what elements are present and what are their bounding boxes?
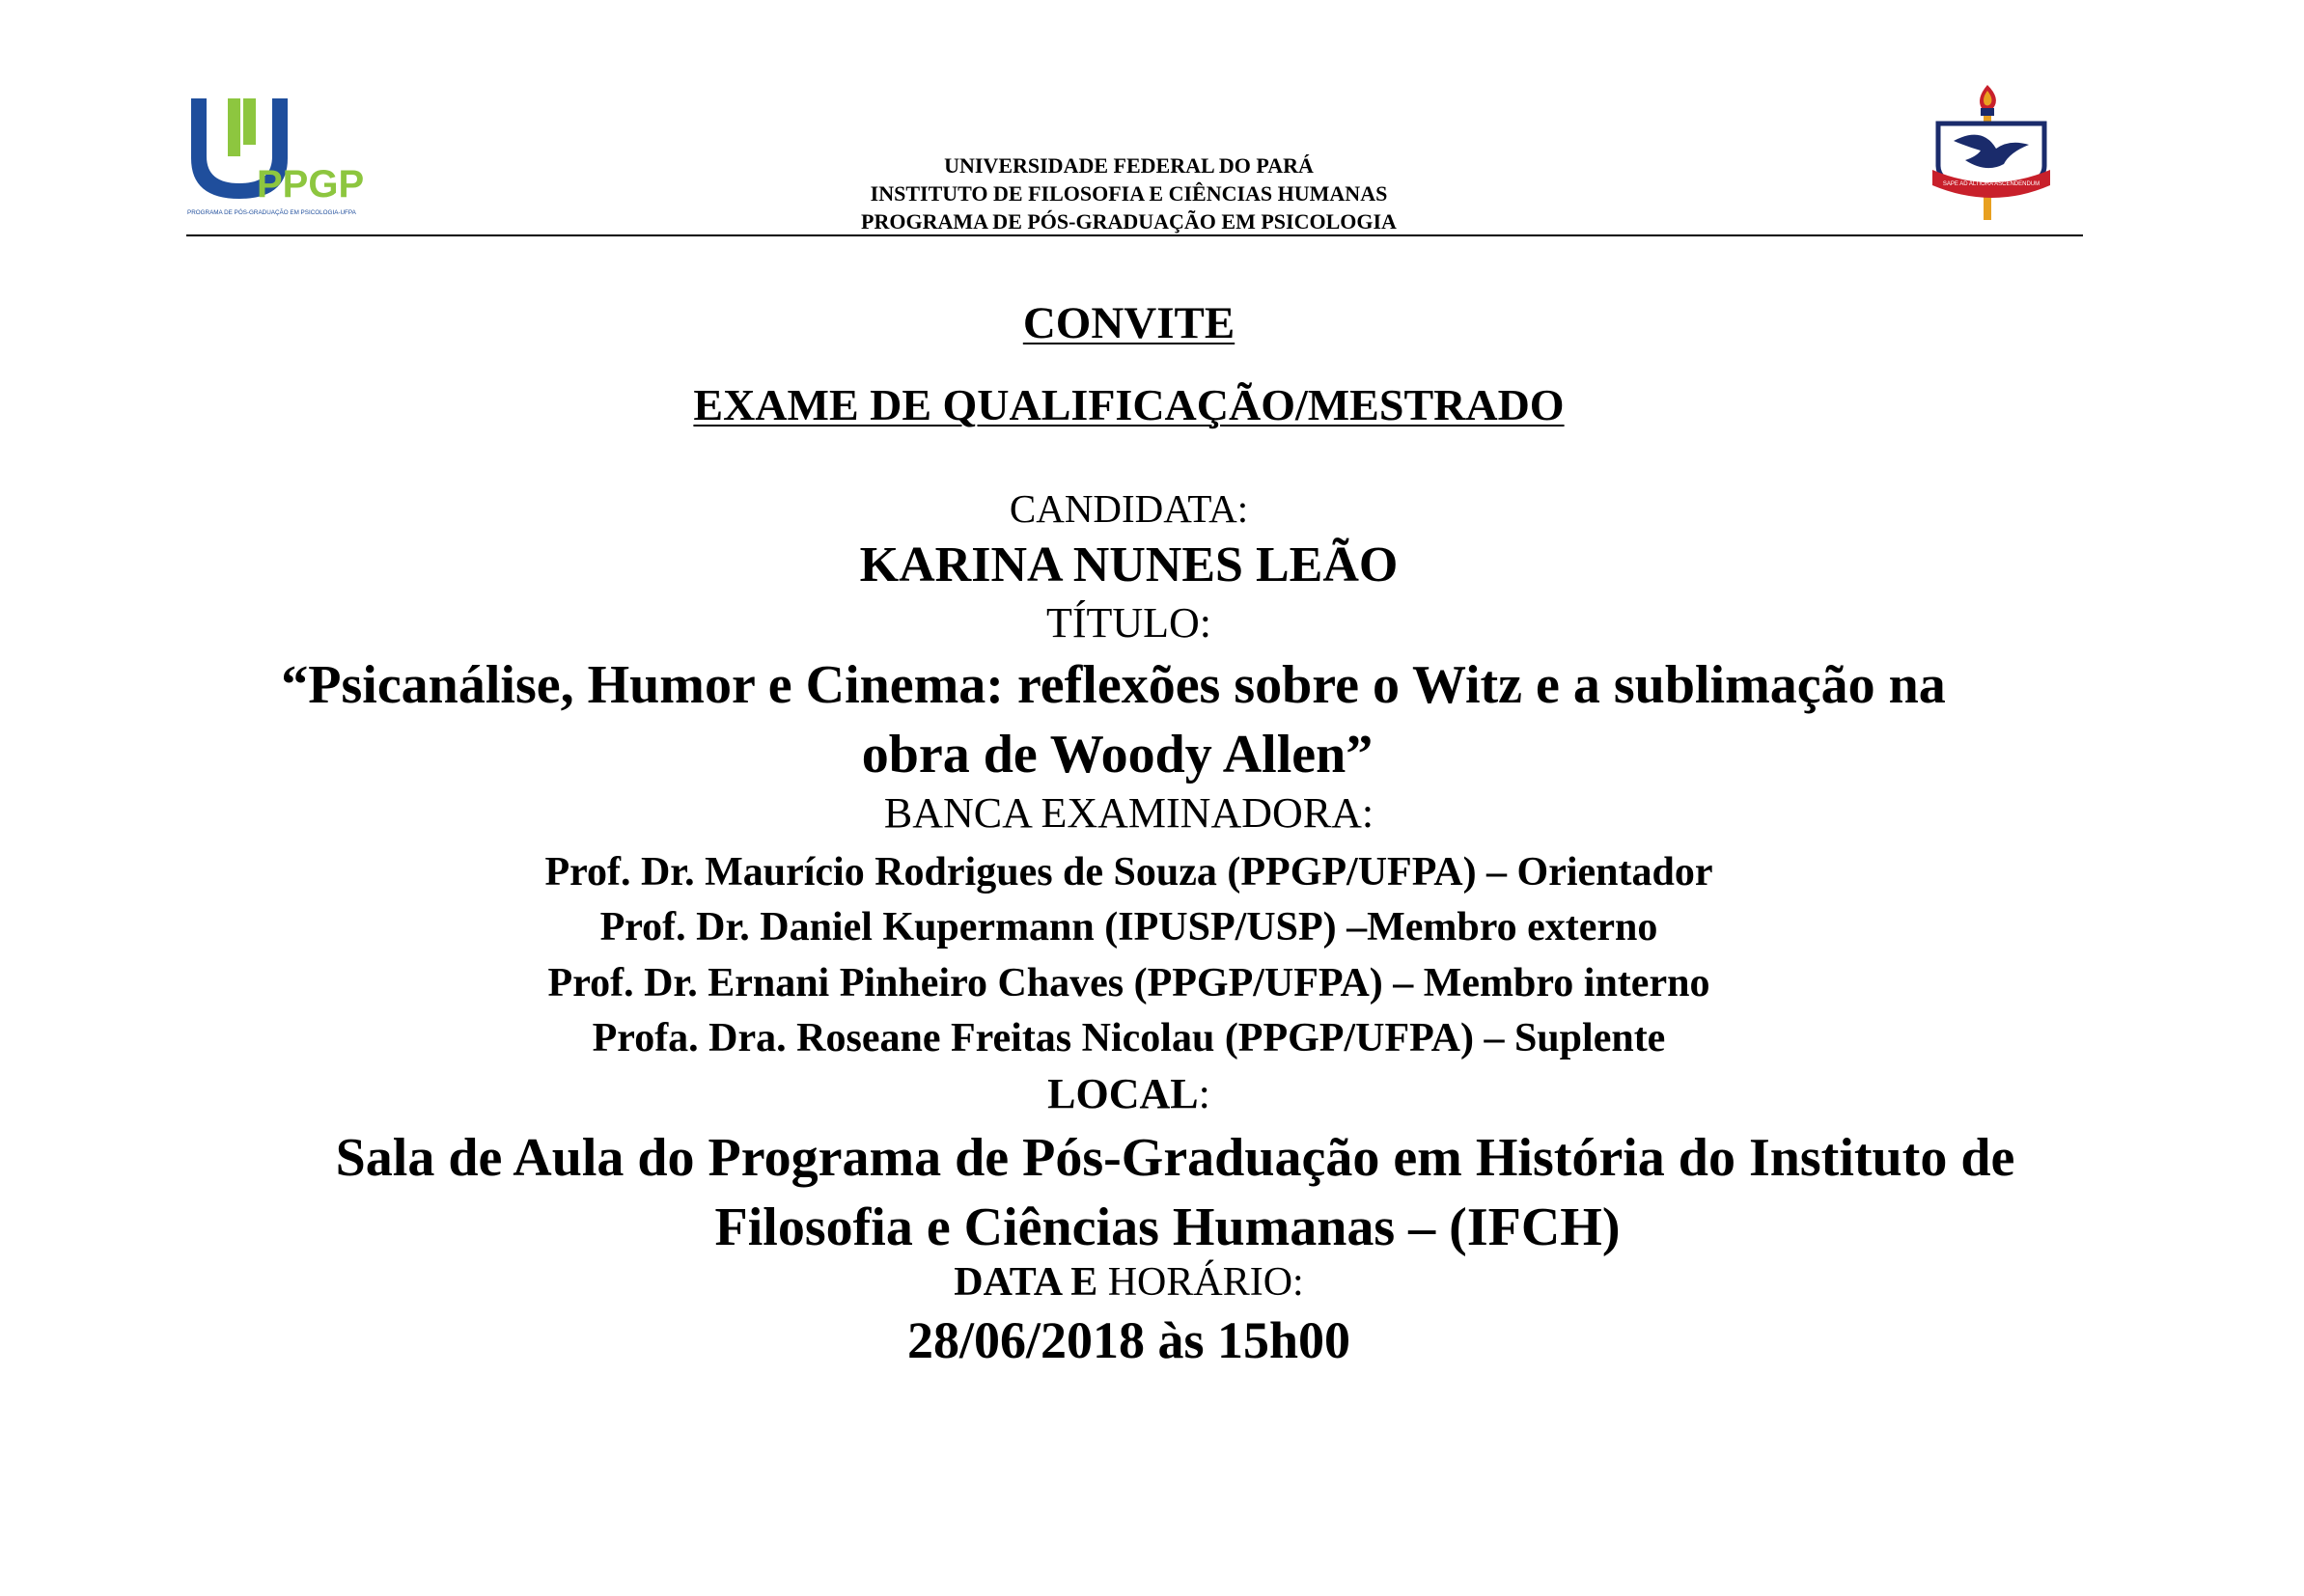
board-label: BANCA EXAMINADORA: (883, 789, 1374, 837)
location-line-1: Sala de Aula do Programa de Pós-Graduação em História do Instituto de (335, 1128, 2015, 1188)
location-label-bold: LOCAL (1047, 1070, 1199, 1117)
invite-title: CONVITE (1022, 298, 1235, 348)
board-member: Prof. Dr. Maurício Rodrigues de Souza (PPGP/UFPA) – Orientador (544, 850, 1713, 894)
candidate-label: CANDIDATA: (1009, 486, 1249, 531)
thesis-title-line-2: obra de Woody Allen” (861, 725, 1374, 784)
location-line-2: Filosofia e Ciências Humanas – (IFCH) (714, 1197, 1621, 1257)
ppgp-logo-subtext: PROGRAMA DE PÓS-GRADUAÇÃO EM PSICOLOGIA-UFPA (187, 209, 356, 216)
board-member: Prof. Dr. Ernani Pinheiro Chaves (PPGP/UFPA) – Membro interno (547, 961, 1710, 1005)
board-member: Prof. Dr. Daniel Kupermann (IPUSP/USP) –Membro externo (599, 905, 1658, 949)
datetime-label-rest: HORÁRIO: (1097, 1260, 1304, 1305)
institution-block (0, 151, 2258, 235)
candidate-name: KARINA NUNES LEÃO (859, 537, 1399, 592)
location-label-colon: : (1198, 1070, 1210, 1117)
university-name: UNIVERSIDADE FEDERAL DO PARÁ (944, 153, 1314, 178)
header-divider (186, 234, 2083, 236)
institute-name: INSTITUTO DE FILOSOFIA E CIÊNCIAS HUMANAS (870, 181, 1388, 206)
ppgp-logo-text: PPGP (257, 163, 365, 206)
thesis-title-label: TÍTULO: (1045, 599, 1212, 647)
location-label (0, 1069, 2258, 1118)
ufpa-crest-icon (1930, 85, 2052, 220)
invite-subtitle: EXAME DE QUALIFICAÇÃO/MESTRADO (693, 380, 1565, 429)
program-name: PROGRAMA DE PÓS-GRADUAÇÃO EM PSICOLOGIA (861, 209, 1397, 234)
datetime-label (0, 1259, 2258, 1306)
thesis-title-line-1: “Psicanálise, Humor e Cinema: reflexões sobre o Witz e a sublimação na (281, 655, 1946, 715)
crest-ribbon-text: SAPE AD ALTIORA ASCENDENDUM (1942, 181, 2040, 187)
document-header (0, 0, 2258, 241)
event-datetime: 28/06/2018 às 15h00 (906, 1311, 1351, 1369)
board-member: Profa. Dra. Roseane Freitas Nicolau (PPGP/UFPA) – Suplente (592, 1016, 1666, 1060)
datetime-label-bold: DATA E (954, 1260, 1098, 1305)
